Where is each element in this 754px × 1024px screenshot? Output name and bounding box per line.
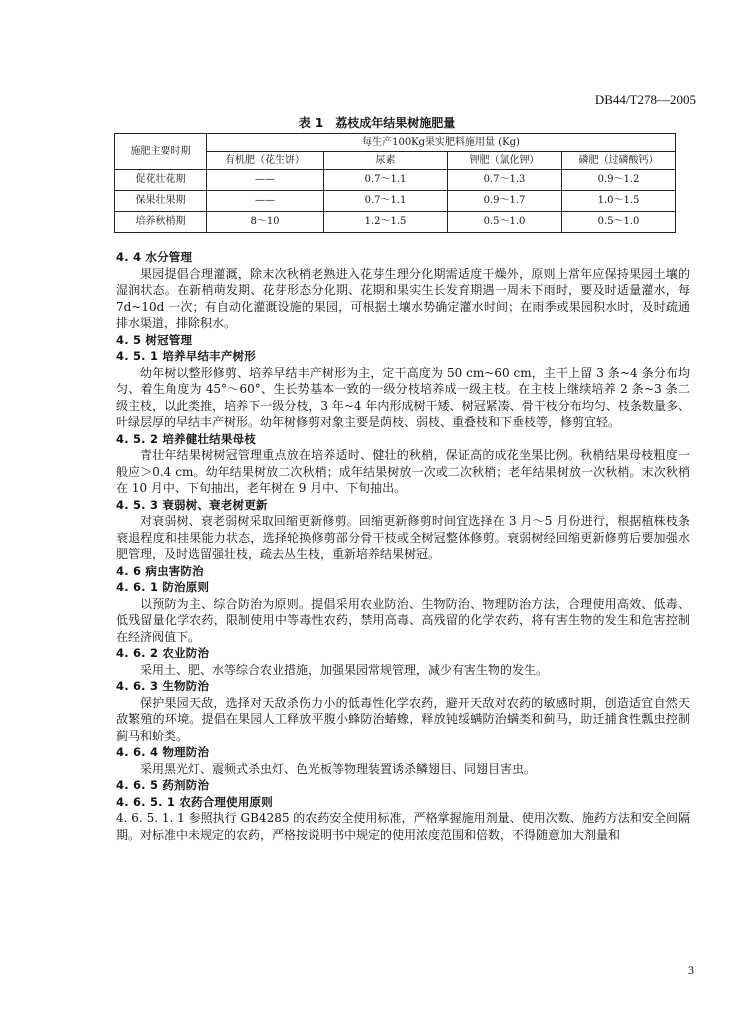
- table-cell: 0.7～1.3: [448, 170, 562, 191]
- period-header: 施肥主要时期: [115, 134, 207, 170]
- table-caption-title: 荔枝成年结果树施肥量: [335, 116, 456, 130]
- paragraph: 采用土、肥、水等综合农业措施，加强果园常规管理，减少有害生物的发生。: [140, 662, 549, 677]
- row-period: 促花壮花期: [115, 170, 207, 191]
- column-header: 钾肥（氯化钾）: [448, 152, 562, 170]
- paragraph: 以预防为主、综合防治为原则。提倡采用农业防治、生物防治、物理防治方法，合理使用高效、低毒、低残留量化学农药，限制使用中等毒性农药，禁用高毒、高残留的化学农药，将有害生物的发生和危害控制在经济阀值下。: [116, 596, 690, 644]
- table-cell: 0.7～1.1: [324, 170, 448, 191]
- page-number: 3: [688, 963, 694, 977]
- section-heading: 4. 5. 3 衰弱树、衰老树更新: [116, 497, 268, 512]
- section-heading: 4. 6. 5. 1 农药合理使用原则: [116, 794, 273, 809]
- table-cell: ——: [207, 170, 324, 191]
- section-heading: 4. 6. 1 防治原则: [116, 580, 210, 594]
- section-heading: 4. 4 水分管理: [116, 250, 193, 264]
- fertilizer-table: [114, 133, 676, 233]
- table-cell: 0.9～1.7: [448, 191, 562, 212]
- column-header: 尿素: [324, 152, 448, 170]
- section-heading: 4. 6 病虫害防治: [116, 563, 204, 578]
- section-heading: 4. 6. 3 生物防治: [116, 679, 210, 693]
- standard-code: DB44/T278—2005: [594, 92, 696, 107]
- column-header: 有机肥（花生饼）: [207, 152, 324, 170]
- table-cell: 1.0～1.5: [562, 191, 676, 212]
- table-cell: 0.9～1.2: [562, 170, 676, 191]
- section-heading: 4. 6. 5 药剂防治: [116, 778, 210, 792]
- table-row: [115, 212, 676, 233]
- section-heading: 4. 5 树冠管理: [116, 332, 193, 347]
- table-row: [115, 170, 676, 191]
- group-header: 每生产100Kg果实肥料施用量 (Kg): [207, 134, 676, 152]
- table-cell: 1.2～1.5: [324, 212, 448, 233]
- paragraph: 采用黑光灯、震频式杀虫灯、色光板等物理装置诱杀鳞翅目、同翅目害虫。: [140, 761, 537, 776]
- section-heading: 4. 6. 2 农业防治: [116, 646, 210, 660]
- table-cell: 0.5～1.0: [448, 212, 562, 233]
- table-row: [115, 191, 676, 212]
- section-heading: 4. 5. 2 培养健壮结果母枝: [116, 431, 256, 446]
- table-caption-number: 表 1: [298, 116, 324, 130]
- column-header: 磷肥（过磷酸钙）: [562, 152, 676, 170]
- table-cell: 0.5～1.0: [562, 212, 676, 233]
- paragraph: 青壮年结果树树冠管理重点放在培养适时、健壮的秋梢，保证高的成花坐果比例。秋梢结果母枝粗度一般应＞0.4 cm。幼年结果树放二次秋梢；成年结果树放一次或二次秋梢；老年结果树放一次秋梢。末次秋梢在 10 月中、下旬抽出，老年树在 9 月中、下旬抽出。: [116, 448, 690, 495]
- table-cell: 8～10: [207, 212, 324, 233]
- row-period: 培养秋梢期: [115, 212, 207, 233]
- paragraph: 幼年树以整形修剪、培养早结丰产树形为主，定干高度为 50 cm~60 cm，主干上留 3 条~4 条分布均匀、着生角度为 45°～60°、生长势基本一致的一级分枝培养成一级主枝。在主枝上继续培养 2 条~3 条二级主枝，以此类推，培养下一级分枝，3 年~4 年内形成树干矮、树冠紧凑、骨干枝分布均匀、枝条数量多、叶绿层厚的早结丰产树形。幼年树修剪对象主要是荫枝、弱枝、重叠枝和下垂枝等，修剪宜轻。: [116, 365, 690, 429]
- paragraph: 果园提倡合理灌溉，除末次秋梢老熟进入花芽生理分化期需适度干燥外，原则上常年应保持果园土壤的湿润状态。在新梢萌发期、花芽形态分化期、花期和果实生长发育期遇一周未下雨时，要及时适量灌水，每 7d~10d 一次；有自动化灌溉设施的果园，可根据土壤水势确定灌水时间；在雨季或果园积水时，及时疏通排水渠道，排除积水。: [116, 266, 690, 330]
- table-caption: [0, 114, 754, 131]
- table-cell: ——: [207, 191, 324, 212]
- body-text: [116, 249, 690, 843]
- paragraph: 4. 6. 5. 1. 1 参照执行 GB4285 的农药安全使用标准，严格掌握施用剂量、使用次数、施药方法和安全间隔期。对标准中未规定的农药，严格按说明书中规定的使用浓度范围和倍数，不得随意加大剂量和: [116, 811, 690, 842]
- paragraph: 保护果园天敌，选择对天敌杀伤力小的低毒性化学农药，避开天敌对农药的敏感时期，创造适宜自然天敌繁殖的环境。提倡在果园人工释放平腹小蜂防治蝽蟓，释放钝绥螨防治螨类和蓟马，助迁捕食性瓢虫控制蓟马和蚧类。: [116, 695, 690, 743]
- row-period: 保果壮果期: [115, 191, 207, 212]
- paragraph: 对衰弱树、衰老弱树采取回缩更新修剪。回缩更新修剪时间宜选择在 3 月～5 月份进行，根据植株枝条衰退程度和挂果能力状态，选择轮换修剪部分骨干枝或全树冠整体修剪。衰弱树经回缩更新修剪后要加强水肥管理，及时选留强壮枝，疏去丛生枝，重新培养结果树冠。: [116, 514, 690, 561]
- table-cell: 0.7～1.1: [324, 191, 448, 212]
- section-heading: 4. 5. 1 培养早结丰产树形: [116, 349, 256, 363]
- section-heading: 4. 6. 4 物理防治: [116, 745, 210, 759]
